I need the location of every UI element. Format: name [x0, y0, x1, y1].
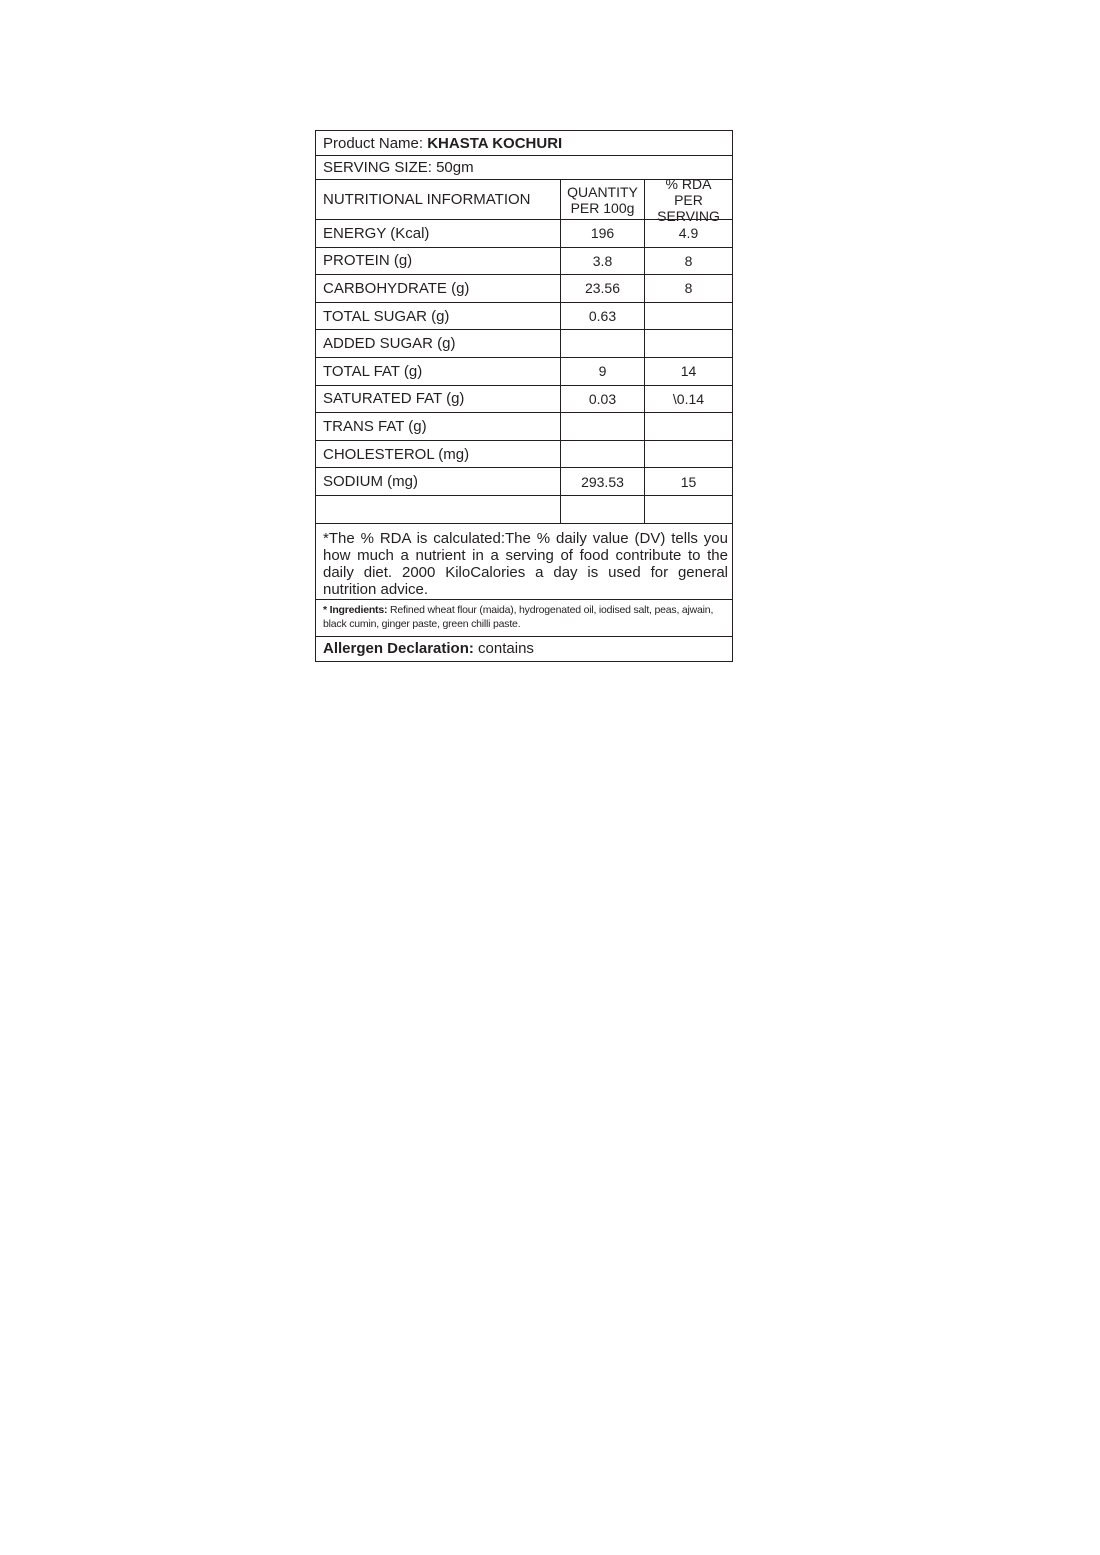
nutrient-name: SATURATED FAT (g) [316, 386, 561, 413]
nutrient-rda: 14 [680, 363, 697, 380]
nutrient-name: TOTAL FAT (g) [316, 358, 561, 385]
product-name-label: Product Name: [323, 134, 424, 152]
nutrient-name [316, 496, 561, 523]
nutrient-quantity: 23.56 [561, 275, 645, 302]
nutrient-rda: \0.14 [672, 390, 705, 407]
allergen-label: Allergen Declaration: [323, 640, 474, 658]
nutrient-rda: 15 [680, 473, 697, 490]
serving-size: SERVING SIZE: 50gm [323, 159, 474, 176]
ingredients-label: * Ingredients: [323, 603, 388, 616]
quantity-column-header [561, 180, 645, 219]
table-row [316, 220, 732, 248]
allergen-text: contains [478, 640, 534, 658]
nutrient-quantity [561, 330, 645, 357]
ingredients-text: Refined wheat flour (maida), hydrogenated oil, iodised salt, peas, ajwain, black cumin, ginger paste, green chilli paste. [323, 603, 714, 630]
nutrient-rda [645, 496, 732, 523]
table-row [316, 386, 732, 414]
nutrient-column-header: NUTRITIONAL INFORMATION [316, 180, 561, 219]
nutrient-name: CHOLESTEROL (mg) [316, 441, 561, 468]
nutrient-name: ADDED SUGAR (g) [316, 330, 561, 357]
nutrient-rda: 4.9 [678, 225, 699, 242]
rda-header-line2: PER SERVING [657, 191, 720, 224]
nutrient-rda [645, 441, 732, 468]
nutrient-rda [645, 413, 732, 440]
nutrient-quantity: 3.8 [561, 248, 645, 275]
product-name: KHASTA KOCHURI [427, 134, 563, 152]
nutrition-label [315, 130, 733, 662]
nutrient-quantity: 0.63 [561, 303, 645, 330]
table-row [316, 303, 732, 331]
allergen-row [316, 637, 732, 661]
table-row [316, 275, 732, 303]
nutrient-rda [645, 303, 732, 330]
nutrient-name: ENERGY (Kcal) [316, 220, 561, 247]
table-row [316, 496, 732, 524]
nutrient-quantity [561, 413, 645, 440]
table-row [316, 248, 732, 276]
nutrient-quantity: 9 [561, 358, 645, 385]
table-row [316, 358, 732, 386]
table-header-row [316, 175, 732, 224]
table-row [316, 330, 732, 358]
nutrient-quantity [561, 441, 645, 468]
nutrient-name: SODIUM (mg) [316, 468, 561, 495]
nutrient-name: TOTAL SUGAR (g) [316, 303, 561, 330]
ingredients-row [316, 600, 732, 637]
nutrient-rda [645, 330, 732, 357]
nutrient-rda: 8 [684, 252, 693, 269]
quantity-header-line2: PER 100g [570, 199, 635, 216]
rda-note: *The % RDA is calculated:The % daily value (DV) tells you how much a nutrient in a serving of food contribute to the daily diet. 2000 KiloCalories a day is used for general nutrition advice. [316, 524, 732, 600]
nutrient-quantity: 293.53 [561, 468, 645, 495]
product-name-row [316, 131, 732, 156]
nutrient-quantity: 0.03 [561, 386, 645, 413]
nutrient-rda: 8 [684, 280, 693, 297]
rda-header-line1: % RDA [665, 175, 712, 192]
table-row [316, 413, 732, 441]
nutrient-name: CARBOHYDRATE (g) [316, 275, 561, 302]
rda-column-header [645, 175, 732, 224]
nutrient-quantity: 196 [561, 220, 645, 247]
nutrient-name: PROTEIN (g) [316, 248, 561, 275]
nutrient-quantity [561, 496, 645, 523]
table-row [316, 468, 732, 496]
nutrient-name: TRANS FAT (g) [316, 413, 561, 440]
quantity-header-line1: QUANTITY [567, 183, 638, 200]
table-row [316, 441, 732, 469]
